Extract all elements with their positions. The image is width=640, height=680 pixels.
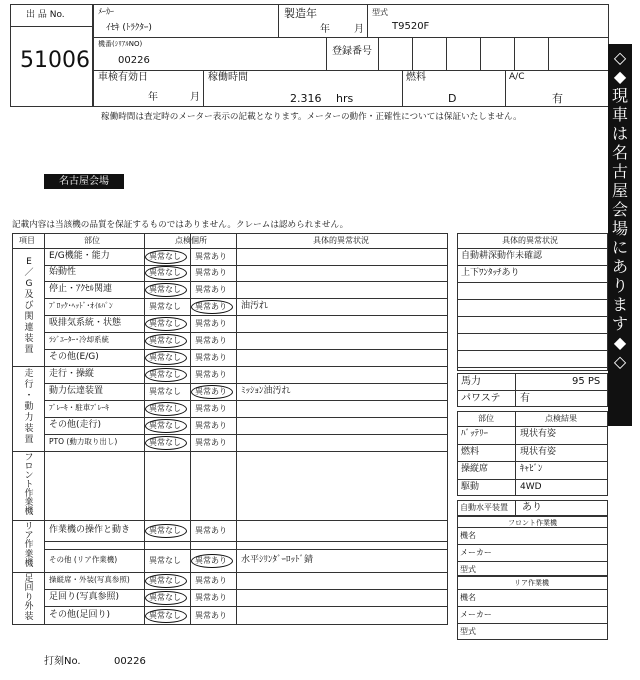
model-label: 型式	[372, 8, 388, 17]
row-detail: 油汚れ	[241, 300, 269, 311]
row-divider	[44, 281, 448, 282]
banner-char: す	[611, 314, 628, 333]
inspection-label: 車検有効日	[98, 72, 148, 83]
spec-label: ﾊﾞｯﾃﾘｰ	[461, 429, 489, 439]
row-detail: ﾐｯｼｮﾝ油汚れ	[241, 385, 291, 396]
group-label-char: 作	[24, 489, 34, 499]
row-divider	[44, 383, 448, 384]
row-part: 操縦席・外装(写真参照)	[49, 574, 130, 584]
group-label-char: 置	[24, 344, 34, 355]
row-part: 吸排気系統・状態	[49, 317, 122, 328]
rear-attach-divider	[457, 606, 608, 607]
normal-circle	[145, 402, 187, 416]
row-divider	[44, 589, 448, 590]
banner-char: ◇	[613, 352, 627, 371]
normal-option: 異常なし	[149, 284, 181, 294]
normal-option: 異常なし	[149, 592, 181, 602]
normal-circle	[145, 436, 187, 450]
group-label-char: 行	[24, 380, 34, 390]
normal-option: 異常なし	[149, 352, 181, 362]
row-part: PTO (動力取り出し)	[49, 436, 118, 446]
normal-circle	[145, 351, 187, 365]
venue-tag: 名古屋会場	[44, 174, 124, 189]
spec-value: ｷｬﾋﾞﾝ	[520, 464, 543, 474]
abnormal-option: 異常あり	[195, 525, 227, 535]
anomaly-divider	[457, 350, 608, 351]
group-label-char: 回	[24, 583, 34, 594]
anomaly-divider	[457, 367, 608, 368]
ac-label: A/C	[509, 72, 525, 82]
maker-label: ﾒｰｶｰ	[98, 7, 114, 16]
group-label-char: 業	[24, 549, 34, 560]
group-label-char: び	[24, 300, 34, 311]
normal-circle	[145, 419, 187, 433]
year-label: 製造年	[284, 7, 317, 20]
rear-attach-field: メーカー	[460, 610, 492, 619]
abnormal-option: 異常あり	[195, 335, 227, 345]
abnormal-option: 異常あり	[195, 592, 227, 602]
banner-char: は	[611, 124, 628, 143]
normal-circle	[145, 334, 187, 348]
row-divider	[44, 298, 448, 299]
spec-header-result: 点検結果	[545, 414, 577, 423]
normal-circle	[145, 591, 187, 605]
month-unit: 月	[354, 24, 364, 35]
group-label-char: 機	[24, 507, 34, 517]
spec-divider	[457, 426, 608, 427]
row-part: 走行・操縦	[49, 368, 95, 379]
row-divider	[44, 434, 448, 435]
abnormal-option: 異常あり	[195, 437, 227, 447]
banner-char: 車	[611, 105, 628, 124]
col-part-header: 部位	[84, 236, 100, 245]
row-divider	[12, 451, 448, 452]
group-label-char: 動	[24, 402, 34, 412]
row-part: ﾗｼﾞｴｰﾀｰ･冷却系統	[49, 334, 109, 344]
anomaly-line: 自動耕深動作未確認	[461, 251, 543, 261]
group-label-char: 力	[24, 413, 34, 423]
front-attach-field: 機名	[460, 531, 476, 540]
group-label-char: 装	[24, 424, 34, 434]
serial-value: 00226	[118, 55, 150, 66]
banner-char: ◇	[613, 48, 627, 67]
spec-value: 4WD	[520, 481, 542, 492]
group-label-char: 走	[24, 369, 34, 379]
quality-note: 記載内容は当該機の品質を保証するものではありません。クレームは認められません。	[12, 220, 349, 230]
front-attach-field: 型式	[460, 565, 476, 574]
group-label-char: 機	[24, 558, 34, 569]
abnormal-option: 異常あり	[195, 420, 227, 430]
ac-value: 有	[552, 92, 563, 105]
spec-value: 現状有姿	[520, 429, 557, 439]
group-label-char: り	[24, 592, 34, 603]
rear-attach-divider	[457, 623, 608, 624]
inspection-month: 月	[190, 92, 200, 103]
model-value: T9520F	[392, 21, 430, 32]
row-part: その他(走行)	[49, 419, 102, 430]
abnormal-option: 異常あり	[195, 369, 227, 379]
group-label-char: 装	[24, 611, 34, 622]
group-label-char: フ	[24, 453, 34, 463]
row-part: 停止・ｱｸｾﾙ関連	[49, 283, 113, 294]
group-label-char: 連	[24, 322, 34, 333]
row-part: その他(足回り)	[49, 609, 111, 620]
group-label-char: ト	[24, 480, 34, 490]
abnormal-option: 異常あり	[195, 555, 227, 565]
row-divider	[44, 332, 448, 333]
row-divider	[44, 541, 448, 542]
abnormal-option: 異常あり	[195, 301, 227, 311]
col-item-header: 項目	[19, 236, 35, 245]
power-steering-label: パワステ	[461, 393, 501, 404]
hours-unit: hrs	[336, 92, 354, 105]
group-label-char: 外	[24, 602, 34, 613]
group-label-char: 足	[24, 574, 34, 584]
abnormal-option: 異常あり	[195, 268, 227, 277]
inspection-year: 年	[148, 92, 158, 103]
normal-option: 異常なし	[149, 403, 181, 413]
row-divider	[44, 315, 448, 316]
group-label-char: リ	[24, 522, 34, 532]
lot-number: 51006	[20, 48, 90, 73]
maker-value: ｲｾｷ (ﾄﾗｸﾀｰ)	[106, 23, 152, 33]
group-label-char: G	[25, 278, 33, 289]
banner-char: ま	[611, 295, 628, 314]
normal-option: 異常なし	[149, 335, 181, 345]
row-divider	[12, 366, 448, 367]
group-label-char: 関	[24, 311, 34, 322]
normal-option: 異常なし	[149, 420, 181, 430]
row-divider	[12, 572, 448, 573]
normal-circle	[145, 250, 187, 264]
spec-label: 燃料	[461, 446, 480, 457]
abnormal-circle	[191, 300, 233, 314]
banner-char: ◆	[613, 333, 627, 352]
row-divider	[44, 349, 448, 350]
spec-value: 現状有姿	[520, 446, 557, 457]
anomaly-divider	[457, 333, 608, 334]
row-part: E/G機能・能力	[49, 250, 110, 261]
anomaly-header: 具体的異常状況	[502, 236, 558, 245]
row-part: その他 (リア作業機)	[49, 554, 118, 564]
group-label-char: 装	[24, 333, 34, 344]
normal-option: 異常なし	[149, 369, 181, 379]
normal-option: 異常なし	[149, 318, 181, 328]
hours-note: 稼働時間は査定時のメーター表示の記載となります。メーターの動作・正確性については保証いたしません。	[101, 112, 522, 122]
anomaly-line: 上下ﾜﾝﾀｯﾁあり	[461, 268, 520, 278]
row-part: その他(E/G)	[49, 351, 99, 362]
leveler-label: 自動水平装置	[460, 503, 508, 512]
abnormal-option: 異常あり	[195, 318, 227, 328]
group-label-char: ロ	[24, 462, 34, 472]
normal-circle	[145, 524, 187, 538]
group-label-char: ／	[24, 267, 34, 278]
rear-attach-field: 型式	[460, 627, 476, 636]
normal-option: 異常なし	[149, 525, 181, 535]
spec-divider	[457, 461, 608, 462]
normal-option: 異常なし	[149, 575, 181, 585]
abnormal-option: 異常あり	[195, 352, 227, 362]
row-part: ﾌﾞﾛｯｸ･ﾍｯﾄﾞ･ｵｲﾙﾊﾟﾝ	[49, 300, 113, 310]
row-divider	[44, 400, 448, 401]
group-label-char: ・	[24, 391, 34, 401]
banner-char: ◆	[613, 67, 627, 86]
abnormal-option: 異常あり	[195, 610, 227, 620]
group-label-char: 業	[24, 498, 34, 508]
group-label-char: 及	[24, 289, 34, 300]
anomaly-divider	[457, 316, 608, 317]
group-label-char: ア	[24, 531, 34, 542]
fuel-label: 燃料	[406, 72, 426, 83]
normal-circle	[145, 368, 187, 382]
spec-header-part: 部位	[478, 414, 494, 423]
normal-circle	[145, 283, 187, 297]
banner-char: 現	[611, 86, 628, 105]
group-label-char: 置	[24, 435, 34, 445]
spec-divider	[457, 479, 608, 480]
leveler-value: あり	[522, 502, 542, 513]
row-divider	[44, 549, 448, 550]
banner-char: あ	[611, 257, 628, 276]
banner-char: 古	[611, 162, 628, 181]
abnormal-option: 異常あり	[195, 403, 227, 413]
normal-option: 異常なし	[149, 301, 181, 311]
abnormal-option: 異常あり	[195, 575, 227, 585]
banner-char: に	[611, 238, 628, 257]
front-attachment-title: フロント作業機	[508, 519, 557, 527]
row-detail: 水平ｼﾘﾝﾀﾞｰﾛｯﾄﾞ錆	[241, 554, 314, 565]
abnormal-option: 異常あり	[195, 251, 227, 261]
normal-option: 異常なし	[149, 268, 181, 277]
group-label-char: E	[26, 256, 32, 267]
normal-circle	[145, 266, 187, 280]
abnormal-option: 異常あり	[195, 386, 227, 396]
power-label: 馬力	[461, 376, 481, 387]
row-part: 始動性	[49, 267, 77, 277]
col-check-header: 点検個所	[175, 236, 207, 245]
group-label-char: ン	[24, 471, 34, 481]
anomaly-divider	[457, 299, 608, 300]
front-attach-divider	[457, 561, 608, 562]
normal-option: 異常なし	[149, 251, 181, 261]
power-value: 95 PS	[572, 376, 601, 387]
group-label-char: 作	[24, 540, 34, 551]
row-part: 足回り(写真参照)	[49, 591, 120, 602]
spec-label: 操縦席	[461, 464, 489, 474]
row-divider	[44, 417, 448, 418]
normal-circle	[145, 574, 187, 588]
banner-char: 会	[611, 200, 628, 219]
normal-option: 異常なし	[149, 386, 181, 396]
row-part: 動力伝達装置	[49, 385, 104, 396]
banner-char: 場	[611, 219, 628, 238]
front-attach-divider	[457, 544, 608, 545]
power-steering-value: 有	[520, 393, 530, 404]
normal-circle	[145, 317, 187, 331]
registration-label: 登録番号	[332, 46, 372, 57]
anomaly-divider	[457, 265, 608, 266]
row-part: 作業機の操作と動き	[49, 524, 131, 535]
row-part: ﾌﾞﾚｰｷ・駐車ﾌﾞﾚｰｷ	[49, 402, 109, 412]
normal-circle	[145, 609, 187, 623]
abnormal-circle	[191, 554, 233, 568]
normal-option: 異常なし	[149, 437, 181, 447]
abnormal-circle	[191, 385, 233, 399]
hours-label: 稼働時間	[208, 72, 248, 83]
anomaly-divider	[457, 282, 608, 283]
spec-label: 駆動	[461, 481, 480, 492]
lot-number-label: 出 品 No.	[26, 10, 65, 20]
rear-attachment-title: リア作業機	[514, 579, 549, 587]
banner-char: 名	[611, 143, 628, 162]
spec-divider	[457, 444, 608, 445]
banner-char: 屋	[611, 181, 628, 200]
stamp-value: 00226	[114, 656, 146, 667]
stamp-label: 打刻No.	[44, 656, 81, 667]
row-divider	[12, 520, 448, 521]
rear-attach-divider	[457, 589, 608, 590]
year-unit: 年	[320, 24, 330, 35]
banner-char: り	[611, 276, 628, 295]
normal-option: 異常なし	[149, 610, 181, 620]
location-banner	[608, 44, 632, 426]
rear-attach-field: 機名	[460, 593, 476, 602]
row-divider	[44, 606, 448, 607]
front-attach-field: メーカー	[460, 548, 492, 557]
front-attach-divider	[457, 527, 608, 528]
col-detail-header: 具体的異常状況	[313, 236, 369, 245]
fuel-value: D	[448, 92, 457, 105]
abnormal-option: 異常あり	[195, 284, 227, 294]
normal-option: 異常なし	[149, 555, 181, 565]
hours-value: 2.316	[290, 92, 322, 105]
row-divider	[44, 265, 448, 266]
serial-label: 機番(ｼﾘｱﾙNO)	[98, 40, 143, 48]
